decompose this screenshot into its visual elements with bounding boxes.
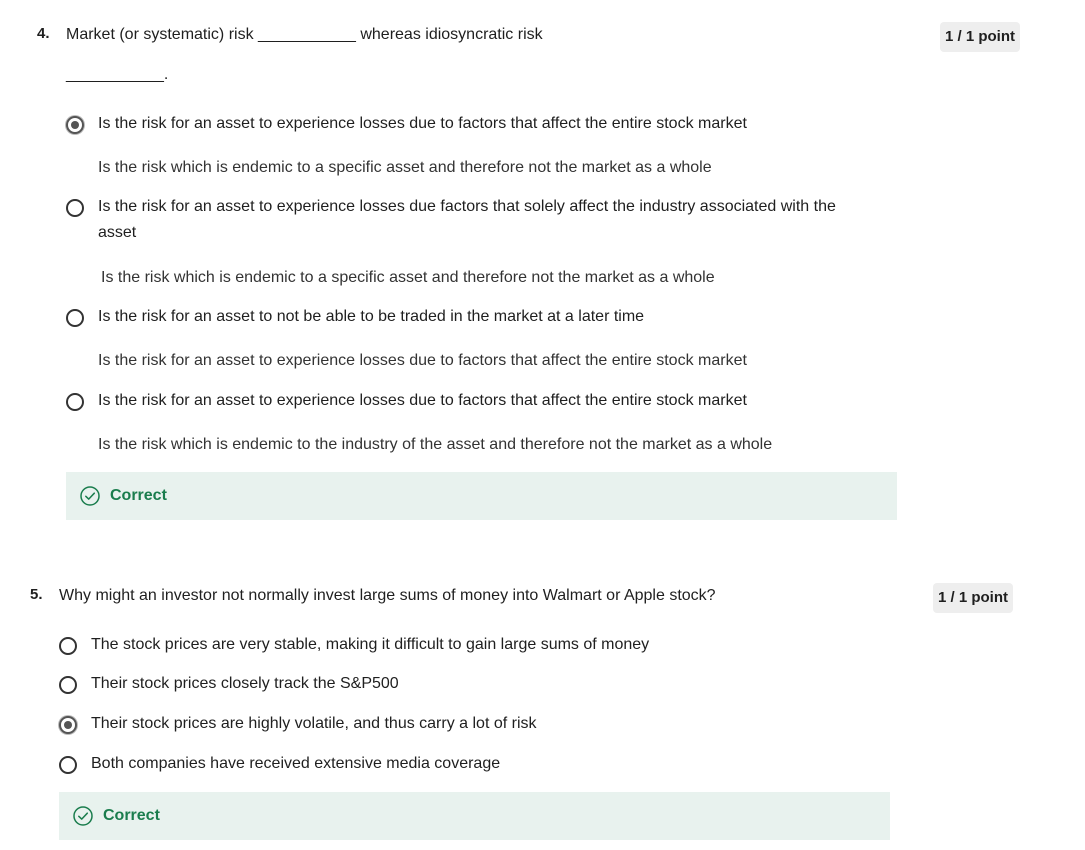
option-sub-label: Is the risk which is endemic to a specific asset and therefore not the market as a whole bbox=[98, 159, 712, 176]
option-label: Their stock prices closely track the S&P500 bbox=[91, 675, 399, 692]
option-label: The stock prices are very stable, making it difficult to gain large sums of money bbox=[91, 636, 650, 653]
feedback-label: Correct bbox=[103, 807, 160, 824]
radio-selected-icon[interactable] bbox=[66, 116, 84, 134]
option-sub-label: Is the risk for an asset to experience losses due to factors that affect the entire stock market bbox=[98, 352, 747, 369]
question-number: 4. bbox=[37, 25, 50, 42]
radio-selected-icon[interactable] bbox=[59, 716, 77, 734]
question-text-continued: ___________. bbox=[66, 66, 169, 83]
option-label: Is the risk for an asset to experience losses due factors that solely affect the industry associated with the bbox=[98, 198, 836, 215]
option-label-continued: asset bbox=[98, 224, 137, 241]
check-circle-icon bbox=[80, 486, 100, 506]
check-circle-icon bbox=[73, 806, 93, 826]
option-label: Is the risk for an asset to experience losses due to factors that affect the entire stock market bbox=[98, 115, 747, 132]
radio-unselected-icon[interactable] bbox=[66, 393, 84, 411]
option-label: Their stock prices are highly volatile, and thus carry a lot of risk bbox=[91, 715, 537, 732]
option-sub-label: Is the risk which is endemic to the industry of the asset and therefore not the market as a whole bbox=[98, 436, 773, 453]
option-label: Both companies have received extensive media coverage bbox=[91, 755, 501, 772]
radio-unselected-icon[interactable] bbox=[59, 676, 77, 694]
feedback-label: Correct bbox=[110, 487, 167, 504]
points-badge: 1 / 1 point bbox=[940, 22, 1020, 52]
option-label: Is the risk for an asset to experience losses due to factors that affect the entire stock market bbox=[98, 392, 747, 409]
question-text: Market (or systematic) risk ___________ whereas idiosyncratic risk bbox=[66, 26, 543, 43]
feedback-correct bbox=[66, 472, 897, 520]
radio-unselected-icon[interactable] bbox=[59, 637, 77, 655]
question-text: Why might an investor not normally invest large sums of money into Walmart or Apple stock? bbox=[59, 587, 716, 604]
feedback-correct bbox=[59, 792, 890, 840]
question-number: 5. bbox=[30, 586, 43, 603]
points-badge: 1 / 1 point bbox=[933, 583, 1013, 613]
radio-unselected-icon[interactable] bbox=[66, 199, 84, 217]
option-label: Is the risk for an asset to not be able to be traded in the market at a later time bbox=[98, 308, 645, 325]
radio-unselected-icon[interactable] bbox=[66, 309, 84, 327]
radio-unselected-icon[interactable] bbox=[59, 756, 77, 774]
option-sub-label: Is the risk which is endemic to a specific asset and therefore not the market as a whole bbox=[101, 269, 715, 286]
